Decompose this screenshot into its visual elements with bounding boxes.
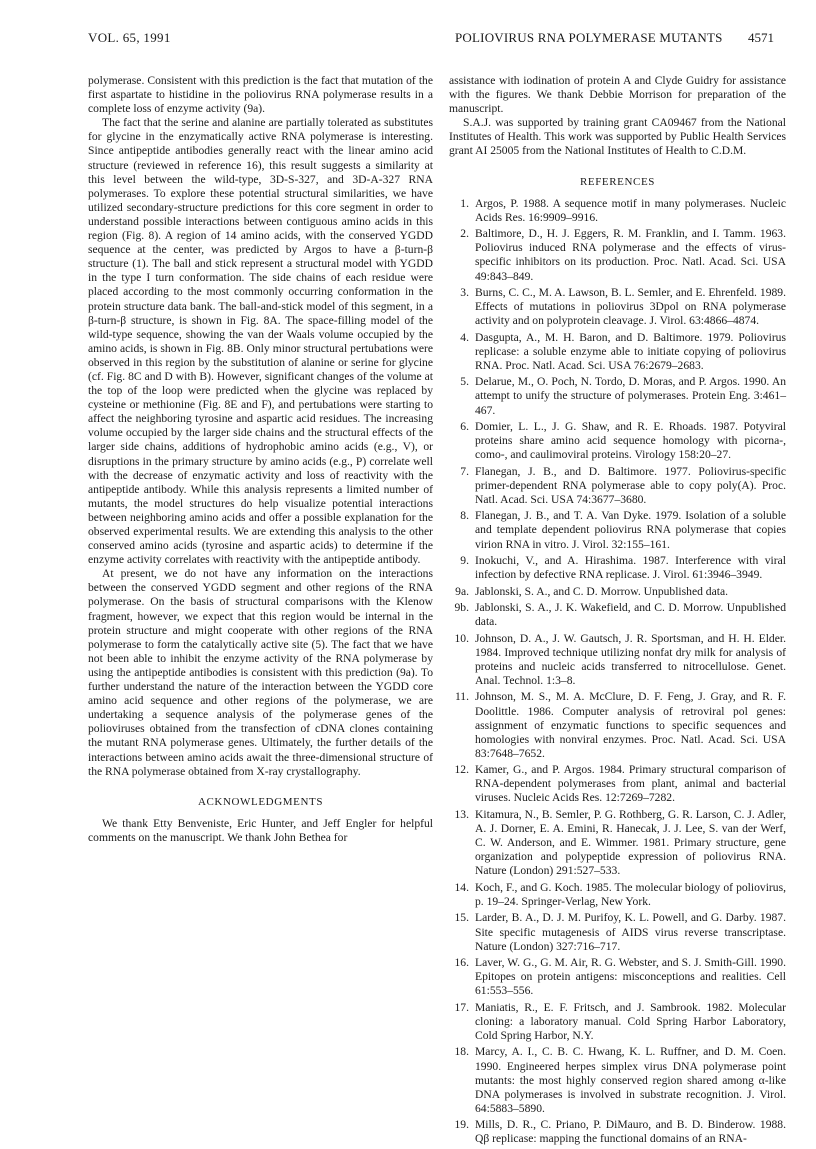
reference-number: 13. [454,807,469,821]
reference-text: Domier, L. L., J. G. Shaw, and R. E. Rhoads. 1987. Potyviral proteins share amino acid sequence homology with picorna-, como-, and caulimoviral proteins. Virology 158:20–27. [475,420,786,462]
reference-number: 17. [454,1000,469,1014]
running-title: POLIOVIRUS RNA POLYMERASE MUTANTS [455,30,723,45]
reference-text: Baltimore, D., H. J. Eggers, R. M. Franklin, and I. Tamm. 1963. Poliovirus induced RNA polymerase and the effects of virus-specific inhibitors on its production. Proc. Natl. Acad. Sci. USA 49:843–849. [475,227,786,283]
reference-text: Marcy, A. I., C. B. C. Hwang, K. L. Ruffner, and D. M. Coen. 1990. Engineered herpes simplex virus DNA polymerase point mutants: the most highly conserved region shared among α-like DNA polymerases is involved in substrate recognition. J. Virol. 64:5883–5890. [475,1045,786,1115]
reference-number: 11. [454,690,469,704]
reference-number: 9b. [454,601,469,615]
reference-item [449,808,786,878]
reference-item [449,1118,786,1146]
reference-text: Dasgupta, A., M. H. Baron, and D. Baltimore. 1979. Poliovirus replicase: a soluble enzyme able to initiate copying of poliovirus RNA. Proc. Natl. Acad. Sci. USA 76:2679–2683. [475,330,786,372]
reference-text: Jablonski, S. A., and C. D. Morrow. Unpublished data. [475,584,729,598]
reference-number: 14. [454,880,469,894]
reference-item [449,1001,786,1043]
funding-note: S.A.J. was supported by training grant CA09467 from the National Institutes of Health. This work was supported by Public Health Services grant AI 25005 from the National Institutes of Health to C.D.M. [449,116,786,158]
reference-text: Mills, D. R., C. Priano, P. DiMauro, and B. D. Binderow. 1988. Qβ replicase: mapping the functional domains of an RNA- [475,1118,786,1146]
reference-item [449,632,786,688]
reference-item [449,763,786,805]
reference-number: 5. [460,375,469,389]
reference-text: Delarue, M., O. Poch, N. Tordo, D. Moras, and P. Argos. 1990. An attempt to unify the structure of polymerases. Protein Eng. 3:461–467. [475,375,786,417]
reference-text: Argos, P. 1988. A sequence motif in many polymerases. Nucleic Acids Res. 16:9909–9916. [475,196,786,224]
reference-list [449,197,786,1147]
reference-item [449,465,786,507]
reference-number: 9a. [455,584,469,598]
acknowledgments-continued: assistance with iodination of protein A and Clyde Guidry for assistance with the figures. We thank Debbie Morrison for preparation of the manuscript. [449,74,786,116]
reference-number: 2. [460,227,469,241]
reference-item [449,1045,786,1115]
references-heading: REFERENCES [579,175,656,188]
reference-number: 6. [460,420,469,434]
reference-text: Kamer, G., and P. Argos. 1984. Primary structural comparison of RNA-dependent polymerases from plant, animal and bacterial viruses. Nucleic Acids Res. 12:7269–7282. [475,763,786,805]
reference-number: 1. [460,196,469,210]
reference-text: Johnson, M. S., M. A. McClure, D. F. Feng, J. Gray, and R. F. Doolittle. 1986. Computer analysis of retroviral pol genes: assignment of enzymatic functions to specific sequences and homologies with nonviral enzymes. Proc. Natl. Acad. Sci. USA 83:7648–7652. [475,690,786,760]
reference-text: Koch, F., and G. Koch. 1985. The molecular biology of poliovirus, p. 19–24. Springer-Verlag, New York. [475,880,786,908]
reference-item [449,554,786,582]
reference-item [449,911,786,953]
reference-number: 9. [460,554,469,568]
reference-number: 3. [460,286,469,299]
acknowledgments-heading: ACKNOWLEDGMENTS [197,795,324,808]
reference-item [449,197,786,225]
reference-item [449,286,786,328]
reference-number: 10. [454,631,469,645]
reference-item [449,331,786,373]
reference-text: Flanegan, J. B., and D. Baltimore. 1977. Poliovirus-specific primer-dependent RNA polymerase able to copy poly(A). Proc. Natl. Acad. Sci. USA 74:3677–3680. [475,464,786,506]
reference-item [449,881,786,909]
reference-number: 4. [460,330,469,344]
reference-text: Larder, B. A., D. J. M. Purifoy, K. L. Powell, and G. Darby. 1987. Site specific mutagenesis of AIDS virus reverse transcriptase. Nature (London) 327:716–717. [475,911,786,953]
volume-label: VOL. 65, 1991 [88,30,171,45]
reference-item [449,956,786,998]
reference-number: 18. [454,1045,469,1059]
reference-item [449,601,786,629]
body-paragraph: The fact that the serine and alanine are partially tolerated as substitutes for glycine in the enzymatically active RNA polymerase is interesting. Since antipeptide antibodies generally react with the linear amino acid structure (reviewed in reference 16), this result suggests a similarity at this level between the wild-type, 3D-S-327, and 3D-A-327 RNA polymerases. To explore these potential structural similarities, we have utilized secondary-structure predictions for this core segment in order to understand possible interactions between contiguous amino acids in this region (Fig. 8). A region of 14 amino acids, with the conserved YGDD sequence at the center, was predicted by Argos to have a β-turn-β structure (1). The ball and stick represent a structural model with YGDD in the type I turn conformation. The side chains of each residue were placed according to the most commonly occurring conformation in the protein structure data bank. The ball-and-stick model of this segment, in a β-turn-β structure, is shown in Fig. 8A. The space-filling model of the wild-type sequence, showing the van der Waals volume occupied by the amino acids, is shown in Fig. 8B. Only minor structural pertubations were observed in this region by the substitution of alanine or serine for glycine (cf. Fig. 8C and D with B). However, significant changes of the volume at the top of the loop were predicted when the glycine was replaced by cysteine or methionine (Fig. 8E and F), and pertubations were starting to affect the neighboring tyrosine and aspartic acid residues. The increasing volume occupied by the larger side chains and the structural effects of the larger side chains, additions of hydrophobic amino acids (e.g., V), or disruptions in the primary structure by amino acids (e.g., P) correlate well with the decrease of enzymatic activity and loss of reactivity with the antipeptide antibody. While this analysis represents a limited number of mutants, the model structures do help visualize potential interactions between neighboring amino acids and offer a possible explanation for the observed experimental results. We are extending this analysis to the other conserved amino acids (tyrosine and aspartic acids) to determine if the enzyme activity correlates with reactivity with the antipeptide antibody. [88,116,433,567]
reference-number: 16. [454,956,469,970]
reference-item [449,690,786,760]
reference-number: 8. [460,509,469,523]
reference-number: 12. [454,763,469,777]
reference-text: Laver, W. G., G. M. Air, R. G. Webster, and S. J. Smith-Gill. 1990. Epitopes on protein antigens: misconceptions and realities. Cell 61:553–556. [475,956,786,998]
reference-text: Inokuchi, V., and A. Hirashima. 1987. Interference with viral infection by defective RNA replicase. J. Virol. 61:3946–3949. [475,554,786,582]
acknowledgments-text: We thank Etty Benveniste, Eric Hunter, and Jeff Engler for helpful comments on the manuscript. We thank John Bethea for [88,816,433,844]
right-column [449,74,786,1149]
reference-text: Kitamura, N., B. Semler, P. G. Rothberg, G. R. Larson, C. J. Adler, A. J. Dorner, E. A. Emini, R. Hanecak, J. J. Lee, S. van der Werf, C. W. Anderson, and E. Wimmer. 1981. Primary structure, gene organization and polypeptide expression of poliovirus RNA. Nature (London) 291:527–533. [475,807,786,878]
reference-number: 19. [454,1118,469,1132]
reference-number: 7. [460,464,469,478]
reference-text: Burns, C. C., M. A. Lawson, B. L. Semler, and E. Ehrenfeld. 1989. Effects of mutations in poliovirus 3Dpol on RNA polymerase activity and on polyprotein cleavage. J. Virol. 63:4866–4874. [475,286,786,328]
running-header [0,30,816,52]
reference-text: Johnson, D. A., J. W. Gautsch, J. R. Sportsman, and H. H. Elder. 1984. Improved technique utilizing nonfat dry milk for analysis of proteins and nucleic acids transferred to nitrocellulose. Genet. Anal. Technol. 1:3–8. [475,631,786,687]
reference-number: 15. [454,911,469,925]
body-paragraph: At present, we do not have any information on the interactions between the conserved YGDD segment and other regions of the RNA polymerase. On the basis of structural comparisons with the Klenow fragment, however, we expect that this region would be internal in the protein structure and might cooperate with other regions of the RNA polymerase to form the catalytically active site (5). The fact that we have not been able to inhibit the enzyme activity of the RNA polymerase by using the antipeptide antibodies is consistent with this prediction (9a). To further understand the nature of the interaction between the YGDD core amino acid sequence and other regions of the polymerase, we are undertaking a sequence analysis of the polymerase genes of the polioviruses obtained from the transfection of cDNA clones containing the mutant RNA polymerase genes. Ultimately, the further details of the interactions between amino acids await the three-dimensional structure of the RNA polymerase obtained from X-ray crystallography. [88,567,433,778]
reference-item [449,227,786,283]
reference-item [449,420,786,462]
body-paragraph: polymerase. Consistent with this prediction is the fact that mutation of the first aspartate to histidine in the poliovirus RNA polymerase results in a complete loss of enzyme activity (9a). [88,74,433,116]
reference-text: Flanegan, J. B., and T. A. Van Dyke. 1979. Isolation of a soluble and template dependent poliovirus RNA polymerase that copies virion RNA in vitro. J. Virol. 32:155–161. [475,509,786,551]
reference-item [449,585,786,599]
page-number: 4571 [748,30,774,45]
reference-text: Jablonski, S. A., J. K. Wakefield, and C. D. Morrow. Unpublished data. [475,601,786,629]
left-column [88,74,433,845]
reference-text: Maniatis, R., E. F. Fritsch, and J. Sambrook. 1982. Molecular cloning: a laboratory manual. Cold Spring Harbor Laboratory, Cold Spring Harbor, N.Y. [475,1000,786,1042]
reference-item [449,509,786,551]
reference-item [449,375,786,417]
